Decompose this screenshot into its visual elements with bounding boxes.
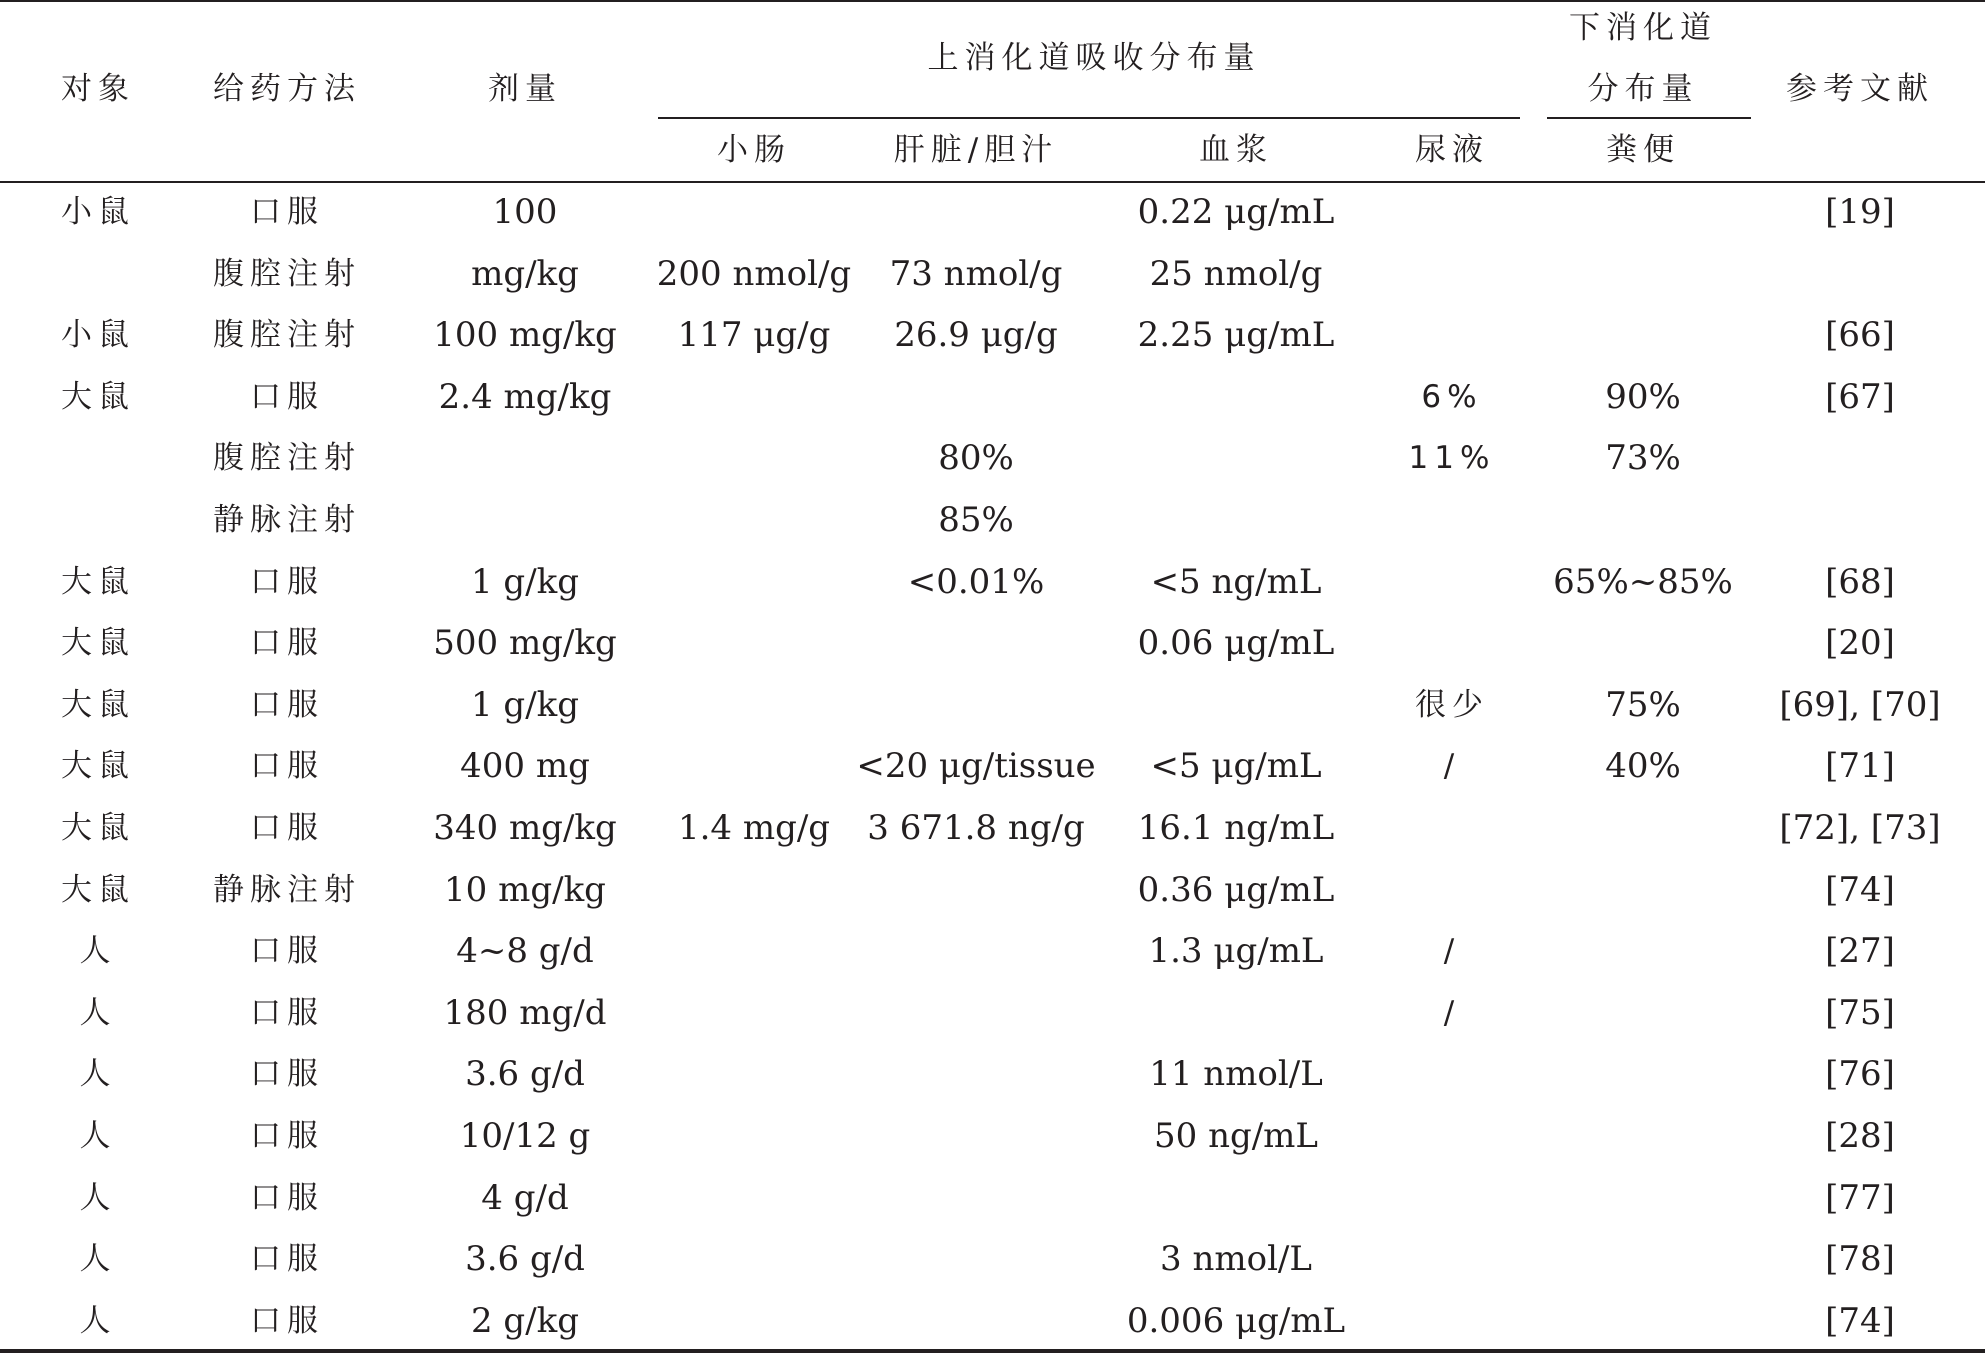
cell-plasma: 50 ng/mL (1153, 1116, 1319, 1156)
cell-subject: 人 (79, 933, 117, 970)
cell-reference: [75] (1825, 992, 1895, 1033)
cell-liver-bile: <20 μg/tissue (856, 746, 1096, 787)
upper-group-underline (658, 117, 1520, 119)
cell-feces: 73% (1605, 438, 1681, 479)
cell-feces: 40% (1605, 746, 1681, 787)
cell-method: 静脉注射 (213, 502, 361, 538)
cell-method: 口服 (250, 1302, 324, 1339)
cell-plasma: <5 ng/mL (1150, 561, 1322, 602)
cell-liver-bile: 73 nmol/g (889, 253, 1063, 294)
cell-feces: 90% (1605, 376, 1681, 417)
cell-method: 口服 (250, 748, 324, 785)
cell-reference: [72], [73] (1779, 808, 1941, 848)
cell-dose: 400 mg (460, 746, 590, 787)
cell-liver-bile: 26.9 μg/g (894, 315, 1058, 356)
header-method: 给药方法 (213, 71, 361, 107)
header-plasma: 血浆 (1199, 132, 1273, 168)
cell-method: 口服 (250, 686, 324, 723)
cell-reference: [71] (1825, 746, 1895, 787)
cell-dose: 500 mg/kg (433, 623, 617, 664)
cell-dose: 100 (492, 192, 558, 232)
cell-plasma: 11 nmol/L (1149, 1054, 1323, 1095)
cell-plasma: 0.22 μg/mL (1137, 192, 1335, 232)
cell-reference: [78] (1825, 1239, 1895, 1280)
cell-method: 口服 (250, 994, 324, 1031)
cell-plasma: 3 nmol/L (1160, 1239, 1312, 1280)
cell-reference: [74] (1825, 869, 1895, 910)
cell-dose: 1 g/kg (470, 561, 580, 602)
cell-dose: 4 g/d (481, 1177, 569, 1218)
cell-reference: [74] (1825, 1300, 1895, 1341)
cell-method: 腹腔注射 (213, 440, 361, 477)
cell-method: 腹腔注射 (213, 317, 361, 354)
cell-urine: 6% (1421, 378, 1483, 415)
header-urine: 尿液 (1415, 132, 1489, 168)
cell-dose: 1 g/kg (470, 684, 580, 725)
cell-plasma: <5 μg/mL (1150, 746, 1322, 787)
cell-subject: 大鼠 (61, 810, 135, 846)
header-subject: 对象 (61, 71, 135, 107)
cell-dose: 2 g/kg (470, 1300, 580, 1341)
cell-method: 口服 (250, 378, 324, 415)
cell-plasma: 0.06 μg/mL (1137, 623, 1335, 664)
cell-reference: [68] (1825, 561, 1895, 602)
cell-urine: / (1443, 994, 1461, 1031)
cell-subject: 人 (79, 1302, 117, 1339)
cell-subject: 大鼠 (61, 563, 135, 600)
cell-dose: mg/kg (471, 253, 579, 294)
header-dose: 剂量 (488, 71, 562, 107)
cell-liver-bile: 3 671.8 ng/g (867, 808, 1085, 848)
header-small-intestine: 小肠 (717, 132, 791, 168)
cell-subject: 小鼠 (61, 317, 135, 354)
header-liver-bile: 肝脏/胆汁 (893, 132, 1059, 168)
cell-urine: 11% (1408, 440, 1496, 477)
cell-plasma: 0.006 μg/mL (1126, 1300, 1346, 1341)
cell-subject: 大鼠 (61, 748, 135, 785)
header-reference: 参考文献 (1786, 71, 1934, 107)
cell-subject: 人 (79, 1056, 117, 1093)
cell-urine: / (1443, 748, 1461, 785)
cell-urine: / (1443, 933, 1461, 970)
cell-method: 口服 (250, 1241, 324, 1278)
cell-method: 腹腔注射 (213, 255, 361, 292)
cell-dose: 3.6 g/d (465, 1054, 585, 1095)
cell-method: 口服 (250, 563, 324, 600)
cell-method: 口服 (250, 625, 324, 662)
cell-subject: 大鼠 (61, 625, 135, 662)
cell-subject: 小鼠 (61, 194, 135, 230)
header-upper-group: 上消化道吸收分布量 (927, 40, 1261, 76)
cell-small-intestine: 117 μg/g (677, 315, 831, 356)
cell-dose: 10/12 g (459, 1116, 591, 1156)
cell-method: 口服 (250, 1056, 324, 1093)
cell-reference: [76] (1825, 1054, 1895, 1095)
cell-plasma: 0.36 μg/mL (1137, 869, 1335, 910)
cell-dose: 10 mg/kg (444, 869, 606, 910)
top-rule (0, 0, 1985, 2)
cell-dose: 340 mg/kg (433, 808, 617, 848)
cell-reference: [19] (1825, 192, 1895, 232)
bottom-rule (0, 1349, 1985, 1353)
cell-urine: 很少 (1415, 686, 1489, 723)
cell-feces: 65%~85% (1553, 561, 1733, 602)
cell-subject: 大鼠 (61, 686, 135, 723)
cell-subject: 人 (79, 1118, 117, 1154)
cell-reference: [66] (1825, 315, 1895, 356)
cell-liver-bile: 80% (938, 438, 1014, 479)
header-bottom-rule (0, 181, 1985, 183)
cell-reference: [77] (1825, 1177, 1895, 1218)
cell-plasma: 16.1 ng/mL (1137, 808, 1335, 848)
cell-plasma: 1.3 μg/mL (1148, 931, 1324, 972)
cell-liver-bile: 85% (938, 500, 1014, 540)
cell-subject: 大鼠 (61, 378, 135, 415)
cell-reference: [27] (1825, 931, 1895, 972)
cell-small-intestine: 200 nmol/g (656, 253, 852, 294)
cell-dose: 180 mg/d (443, 992, 607, 1033)
cell-reference: [69], [70] (1779, 684, 1941, 725)
cell-subject: 人 (79, 994, 117, 1031)
cell-method: 口服 (250, 1179, 324, 1216)
cell-reference: [20] (1825, 623, 1895, 664)
cell-reference: [67] (1825, 376, 1895, 417)
cell-method: 口服 (250, 194, 324, 230)
cell-dose: 2.4 mg/kg (438, 376, 612, 417)
cell-subject: 人 (79, 1241, 117, 1278)
header-lower-group-line2: 分布量 (1587, 71, 1699, 107)
cell-dose: 4~8 g/d (456, 931, 594, 972)
cell-method: 口服 (250, 933, 324, 970)
cell-plasma: 2.25 μg/mL (1137, 315, 1335, 356)
cell-dose: 3.6 g/d (465, 1239, 585, 1280)
cell-method: 口服 (250, 1118, 324, 1154)
lower-group-underline (1547, 117, 1751, 119)
cell-subject: 大鼠 (61, 871, 135, 908)
cell-feces: 75% (1605, 684, 1681, 725)
cell-dose: 100 mg/kg (433, 315, 617, 356)
cell-method: 静脉注射 (213, 871, 361, 908)
cell-plasma: 25 nmol/g (1149, 253, 1323, 294)
header-lower-group-line1: 下消化道 (1569, 10, 1717, 46)
cell-subject: 人 (79, 1179, 117, 1216)
header-feces: 粪便 (1606, 132, 1680, 168)
cell-reference: [28] (1825, 1116, 1895, 1156)
cell-small-intestine: 1.4 mg/g (677, 808, 831, 848)
cell-method: 口服 (250, 810, 324, 846)
cell-liver-bile: <0.01% (907, 561, 1045, 602)
